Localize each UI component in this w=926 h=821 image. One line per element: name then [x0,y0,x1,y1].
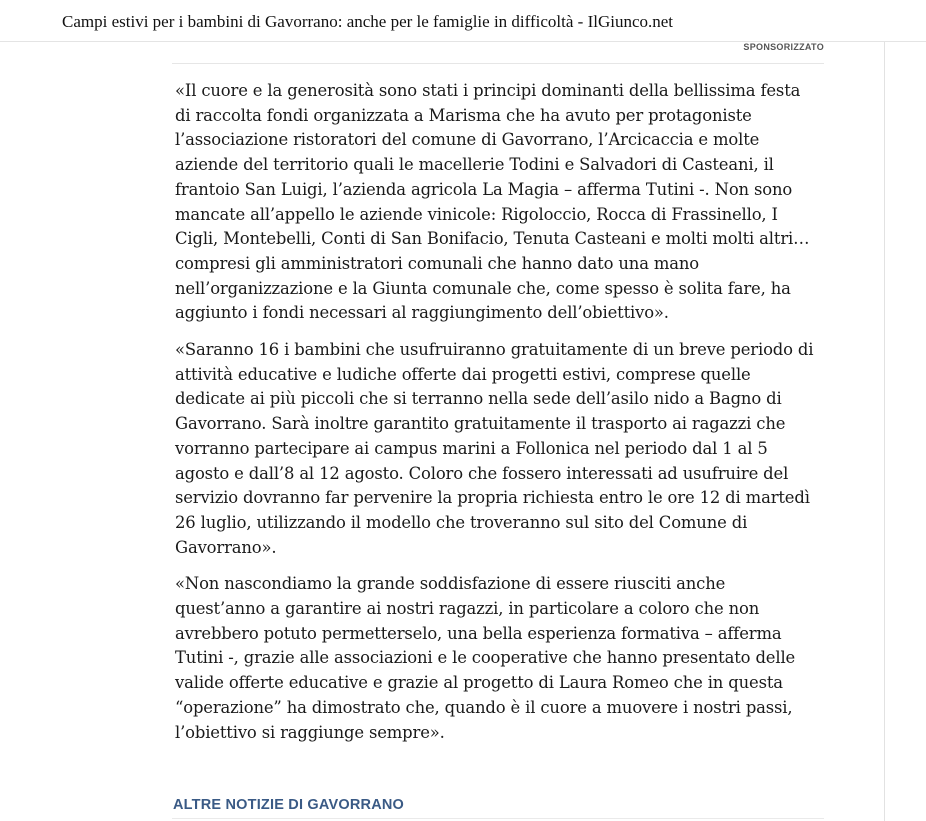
window-title: Campi estivi per i bambini di Gavorrano: anche per le famiglie in difficoltà - IlGiunco.net [62,12,674,31]
sponsored-label: SPONSORIZZATO [743,42,824,52]
article-paragraph-1: «Il cuore e la generosità sono stati i principi dominanti della bellissima festa di raccolta fondi organizzata a Marisma che ha avuto per protagoniste l’associazione ristoratori del comune di Gavorrano, l’Arcicaccia e molte aziende del territorio quali le macellerie Todini e Salvadori di Casteani, il frantoio San Luigi, l’azienda agricola La Magia – afferma Tutini -. Non sono mancate all’appello le aziende vinicole: Rigoloccio, Rocca di Frassinello, I Cigli, Montebelli, Conti di San Bonifacio, Tenuta Casteani e molti molti altri… compresi gli amministratori comunali che hanno dato una mano nell’organizzazione e la Giunta comunale che, come spesso è solita fare, ha aggiunto i fondi necessari al raggiungimento dell’obiettivo». [175,81,810,323]
sponsored-divider [172,63,824,64]
article-container [0,42,885,821]
related-news-heading-link[interactable]: ALTRE NOTIZIE DI GAVORRANO [173,797,405,813]
article-paragraph-3: «Non nascondiamo la grande soddisfazione di essere riusciti anche quest’anno a garantire ai nostri ragazzi, in particolare a coloro che non avrebbero potuto permetterselo, una bella esperienza formativa – afferma Tutini -, grazie alle associazioni e le cooperative che hanno presentato delle valide offerte educative e grazie al progetto di Laura Romeo che in questa “operazione” ha dimostrato che, quando è il cuore a muovere i nostri passi, l’obiettivo si raggiunge sempre». [175,574,796,742]
article-paragraph-2: «Saranno 16 i bambini che usufruiranno gratuitamente di un breve periodo di attività educative e ludiche offerte dai progetti estivi, comprese quelle dedicate ai più piccoli che si terranno nella sede dell’asilo nido a Bagno di Gavorrano. Sarà inoltre garantito gratuitamente il trasporto ai ragazzi che vorranno partecipare ai campus marini a Follonica nel periodo dal 1 al 5 agosto e dall’8 al 12 agosto. Coloro che fossero interessati ad usufruire del servizio dovranno far pervenire la propria richiesta entro le ore 12 di martedì 26 luglio, utilizzando il modello che troveranno sul sito del Comune di Gavorrano». [175,340,814,557]
related-news-divider [172,818,824,819]
article-body [175,79,835,757]
